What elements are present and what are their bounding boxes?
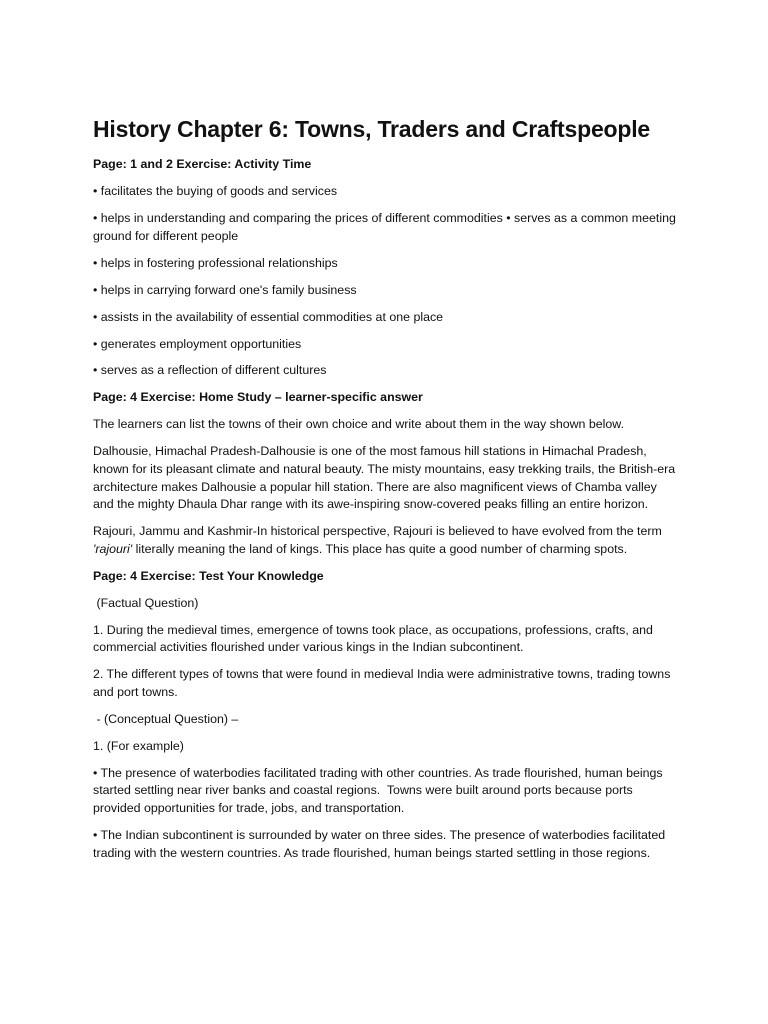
document-title: History Chapter 6: Towns, Traders and Craftspeople xyxy=(93,116,651,142)
document-page xyxy=(93,112,679,872)
list-item: • generates employment opportunities xyxy=(93,336,302,351)
paragraph-rajouri xyxy=(93,523,679,558)
conceptual-answer-1: 1. (For example) xyxy=(93,738,184,753)
list-item: • The presence of waterbodies facilitated trading with other countries. As trade flourished, human beings started settling near river banks and coastal regions. Towns were built around ports because ports provided opportunities for trade, jobs, and transportation. xyxy=(93,765,667,816)
factual-answer-1: 1. During the medieval times, emergence of towns took place, as occupations, professions, crafts, and commercial activities flourished under various kings in the Indian subcontinent. xyxy=(93,622,653,655)
paragraph-rajouri-after: literally meaning the land of kings. This place has quite a good number of charming spots. xyxy=(132,541,628,556)
list-item: • helps in fostering professional relationships xyxy=(93,255,338,270)
conceptual-question-label: - (Conceptual Question) – xyxy=(93,711,239,726)
section-heading-activity-time: Page: 1 and 2 Exercise: Activity Time xyxy=(93,157,312,171)
list-item: • assists in the availability of essential commodities at one place xyxy=(93,309,444,324)
list-item: • helps in carrying forward one's family business xyxy=(93,282,357,297)
paragraph-rajouri-italic: 'rajouri' xyxy=(93,541,133,556)
list-item: • serves as a reflection of different cultures xyxy=(93,363,327,378)
paragraph-dalhousie: Dalhousie, Himachal Pradesh-Dalhousie is one of the most famous hill stations in Himachal Pradesh, known for its pleasant climate and natural beauty. The misty mountains, easy trekking trails, the British-era architecture makes Dalhousie a popular hill station. There are also magnificent views of Chamba valley and the mighty Dhaula Dhar range with its awe-inspiring snow-covered peaks filling an entire horizon. xyxy=(93,444,676,512)
section-heading-test-knowledge: Page: 4 Exercise: Test Your Knowledge xyxy=(93,568,324,583)
section-heading-home-study: Page: 4 Exercise: Home Study – learner-specific answer xyxy=(93,390,423,405)
factual-question-label: (Factual Question) xyxy=(93,595,199,610)
factual-answer-2: 2. The different types of towns that were found in medieval India were administrative towns, trading towns and port towns. xyxy=(93,667,671,699)
paragraph-rajouri-before: Rajouri, Jammu and Kashmir-In historical perspective, Rajouri is believed to have evolved from the term xyxy=(93,524,662,539)
list-item: • The Indian subcontinent is surrounded by water on three sides. The presence of waterbodies facilitated trading with the western countries. As trade flourished, human beings started settling in those regions. xyxy=(93,828,666,860)
list-item: • helps in understanding and comparing the prices of different commodities • serves as a common meeting ground for different people xyxy=(93,210,676,243)
paragraph-intro: The learners can list the towns of their own choice and write about them in the way shown below. xyxy=(93,417,625,432)
list-item: • facilitates the buying of goods and services xyxy=(93,183,338,198)
